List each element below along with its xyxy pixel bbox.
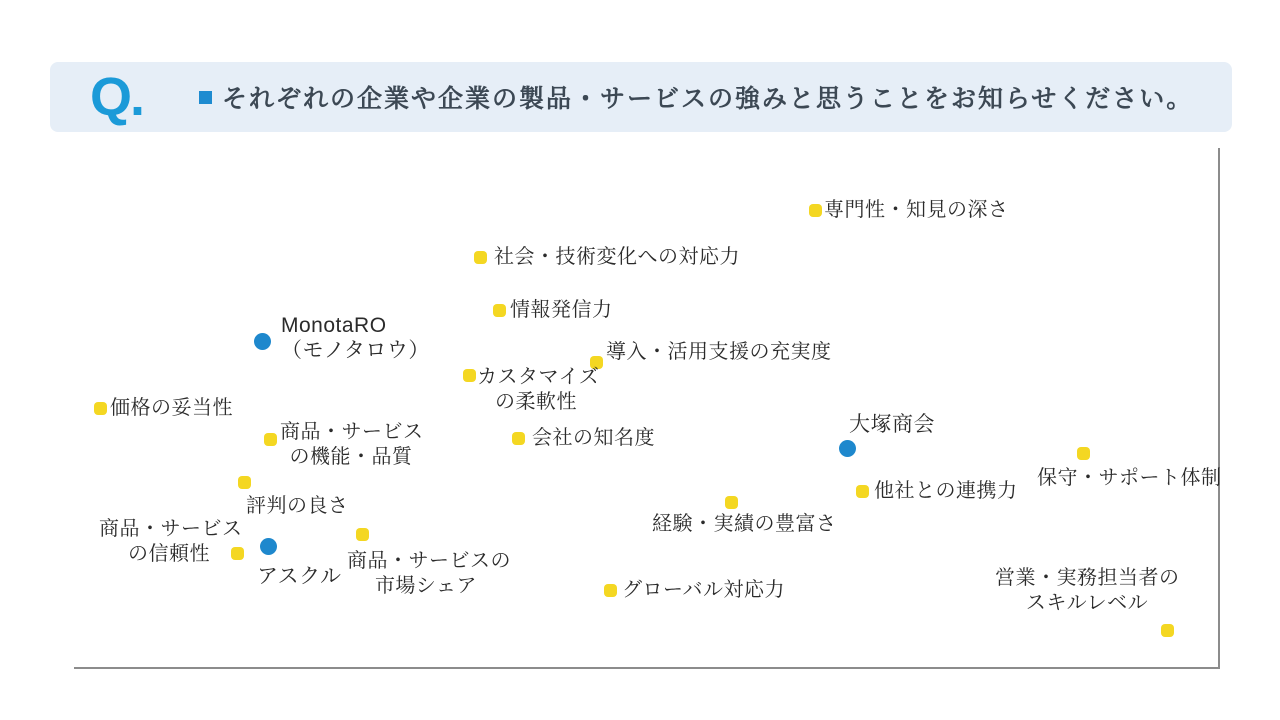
partner-collaboration-marker: [856, 485, 869, 498]
askul-marker: [260, 538, 277, 555]
product-service-quality-label: 商品・サービス の機能・品質: [280, 421, 424, 468]
maintenance-support-marker: [1077, 447, 1090, 460]
information-dissemination-label: 情報発信力: [510, 299, 613, 321]
reputation-label: 評判の良さ: [246, 495, 349, 517]
sales-staff-skill-label: 営業・実務担当者の スキルレベル: [995, 567, 1180, 614]
otsuka-shokai-label: 大塚商会: [849, 413, 935, 436]
experience-track-record-label: 経験・実績の豊富さ: [652, 513, 837, 535]
product-service-market-share-marker: [356, 528, 369, 541]
askul-label: アスクル: [257, 565, 342, 588]
question-text: それぞれの企業や企業の製品・サービスの強みと思うことをお知らせください。: [222, 85, 1194, 113]
price-fairness-label: 価格の妥当性: [110, 397, 233, 419]
global-capability-label: グローバル対応力: [622, 579, 785, 601]
experience-track-record-marker: [725, 496, 738, 509]
information-dissemination-marker: [493, 304, 506, 317]
monotaro-label: MonotaRO （モノタロウ）: [281, 314, 430, 362]
product-service-reliability-label: 商品・サービス の信頼性: [99, 518, 243, 565]
price-fairness-marker: [94, 402, 107, 415]
adapt-social-tech-change-label: 社会・技術変化への対応力: [494, 246, 740, 268]
global-capability-marker: [604, 584, 617, 597]
bullet-square-icon: [199, 91, 212, 104]
sales-staff-skill-marker: [1161, 624, 1174, 637]
maintenance-support-label: 保守・サポート体制: [1037, 467, 1222, 489]
customization-flexibility-marker: [463, 369, 476, 382]
adapt-social-tech-change-marker: [474, 251, 487, 264]
reputation-marker: [238, 476, 251, 489]
product-service-market-share-label: 商品・サービスの 市場シェア: [347, 550, 511, 597]
partner-collaboration-label: 他社との連携力: [874, 480, 1018, 502]
customization-flexibility-label: カスタマイズ の柔軟性: [477, 366, 600, 413]
monotaro-marker: [254, 333, 271, 350]
expertise-depth-marker: [809, 204, 822, 217]
otsuka-shokai-marker: [839, 440, 856, 457]
product-service-quality-marker: [264, 433, 277, 446]
question-mark-label: Q.: [90, 67, 144, 127]
expertise-depth-label: 専門性・知見の深さ: [824, 199, 1009, 221]
company-recognition-marker: [512, 432, 525, 445]
question-header: [50, 62, 1232, 132]
implementation-support-label: 導入・活用支援の充実度: [606, 341, 832, 363]
company-recognition-label: 会社の知名度: [532, 427, 655, 449]
